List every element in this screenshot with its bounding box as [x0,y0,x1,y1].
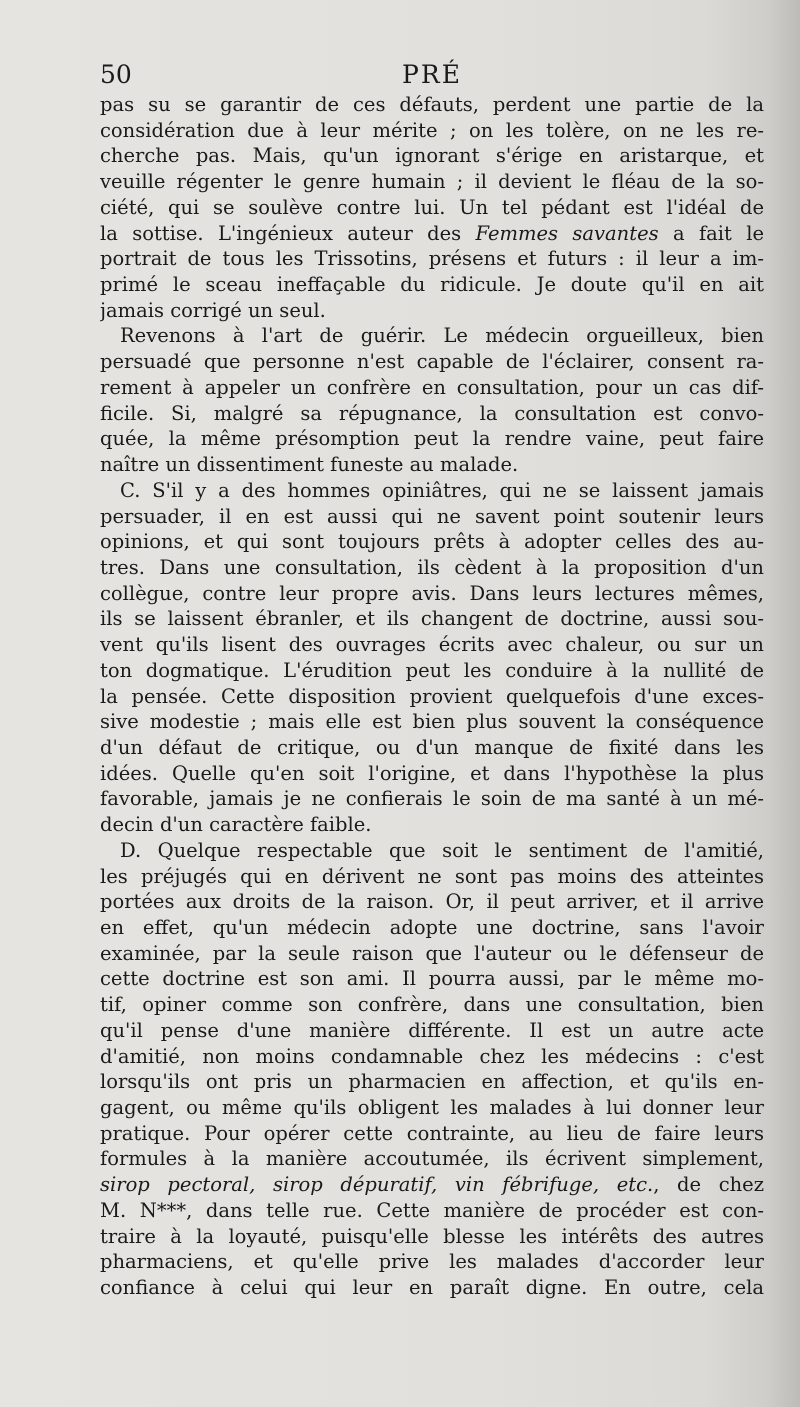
text-line: d'amitié, non moins condamnable chez les médecins : c'est [100,1044,764,1068]
text-line: examinée, par la seule raison que l'auteur ou le défenseur de [100,941,764,965]
text-line: confiance à celui qui leur en paraît digne. En outre, cela [100,1276,764,1300]
italic-title: Femmes savantes [475,221,659,245]
text-line: ils se laissent ébranler, et ils changent de doctrine, aussi sou- [100,607,764,631]
text-line: tif, opiner comme son confrère, dans une consultation, bien [100,993,764,1017]
page-header [100,60,764,90]
text-line: portées aux droits de la raison. Or, il peut arriver, et il arrive [100,890,764,914]
text-line: collègue, contre leur propre avis. Dans leurs lectures mêmes, [100,581,764,605]
text-line: pharmaciens, et qu'elle prive les malades d'accorder leur [100,1250,764,1274]
text-line: portrait de tous les Trissotins, présens et futurs : il leur a im- [100,247,764,271]
text-line: cherche pas. Mais, qu'un ignorant s'érige en aristarque, et [100,144,764,168]
text-line: opinions, et qui sont toujours prêts à adopter celles des au- [100,530,764,554]
text-line: formules à la manière accoutumée, ils écrivent simplement, [100,1147,764,1171]
text-segment: , de chez [653,1173,764,1197]
text-line: quée, la même présomption peut la rendre vaine, peut faire [100,427,764,451]
text-line: en effet, qu'un médecin adopte une doctrine, sans l'avoir [100,916,764,939]
text-line: persuadé que personne n'est capable de l'éclairer, consent ra- [100,350,764,374]
page-number: 50 [100,60,132,89]
text-line: cette doctrine est son ami. Il pourra aussi, par le même mo- [100,967,764,991]
text-line: veuille régenter le genre humain ; il devient le fléau de la so- [100,170,764,194]
text-line: la pensée. Cette disposition provient quelquefois d'une exces- [100,684,764,708]
text-line: ficile. Si, malgré sa répugnance, la consultation est convo- [100,401,764,425]
text-line: tres. Dans une consultation, ils cèdent à la proposition d'un [100,555,764,579]
text-line: lorsqu'ils ont pris un pharmacien en affection, et qu'ils en- [100,1070,764,1094]
text-line: d'un défaut de critique, ou d'un manque de fixité dans les [100,735,764,759]
text-line: decin d'un caractère faible. [100,813,372,837]
text-line: Revenons à l'art de guérir. Le médecin orgueilleux, bien [120,324,764,348]
text-line: C. S'il y a des hommes opiniâtres, qui ne se laissent jamais [120,478,764,502]
text-line: les préjugés qui en dérivent ne sont pas moins des atteintes [100,864,764,888]
text-segment: la sottise. L'ingénieux auteur des [100,221,476,245]
text-line: considération due à leur mérite ; on les tolère, on ne les re- [100,118,764,142]
text-line: traire à la loyauté, puisqu'elle blesse les intérêts des autres [100,1224,764,1248]
text-line: pas su se garantir de ces défauts, perdent une partie de la [100,93,764,116]
text-line: persuader, il en est aussi qui ne savent point soutenir leurs [100,504,764,528]
text-line: vent qu'ils lisent des ouvrages écrits avec chaleur, ou sur un [100,633,764,657]
text-line: M. N***, dans telle rue. Cette manière de procéder est con- [100,1198,764,1222]
text-line: rement à appeler un confrère en consultation, pour un cas dif- [100,375,764,399]
text-line: qu'il pense d'une manière différente. Il est un autre acte [100,1018,764,1042]
text-line [100,1172,764,1198]
text-line: naître un dissentiment funeste au malade. [100,453,519,477]
text-line: ciété, qui se soulève contre lui. Un tel pédant est l'idéal de [100,195,764,219]
text-line: favorable, jamais je ne confierais le soin de ma santé à un mé- [100,787,764,811]
body-text [100,92,764,1301]
text-line: D. Quelque respectable que soit le sentiment de l'amitié, [120,838,764,862]
text-segment: a fait le [658,221,764,245]
text-line [100,221,764,247]
text-line: jamais corrigé un seul. [100,298,326,322]
text-line: primé le sceau ineffaçable du ridicule. Je doute qu'il en ait [100,273,764,297]
italic-title: sirop pectoral, sirop dépuratif, vin fébrifuge, etc. [100,1173,654,1197]
text-line: gagent, ou même qu'ils obligent les malades à lui donner leur [100,1096,764,1120]
text-line: ton dogmatique. L'érudition peut les conduire à la nullité de [100,658,764,682]
text-line: idées. Quelle qu'en soit l'origine, et dans l'hypothèse la plus [100,761,764,785]
text-line: sive modestie ; mais elle est bien plus souvent la conséquence [100,710,764,734]
running-head: PRÉ [402,60,462,89]
text-line: pratique. Pour opérer cette contrainte, au lieu de faire leurs [100,1121,764,1145]
